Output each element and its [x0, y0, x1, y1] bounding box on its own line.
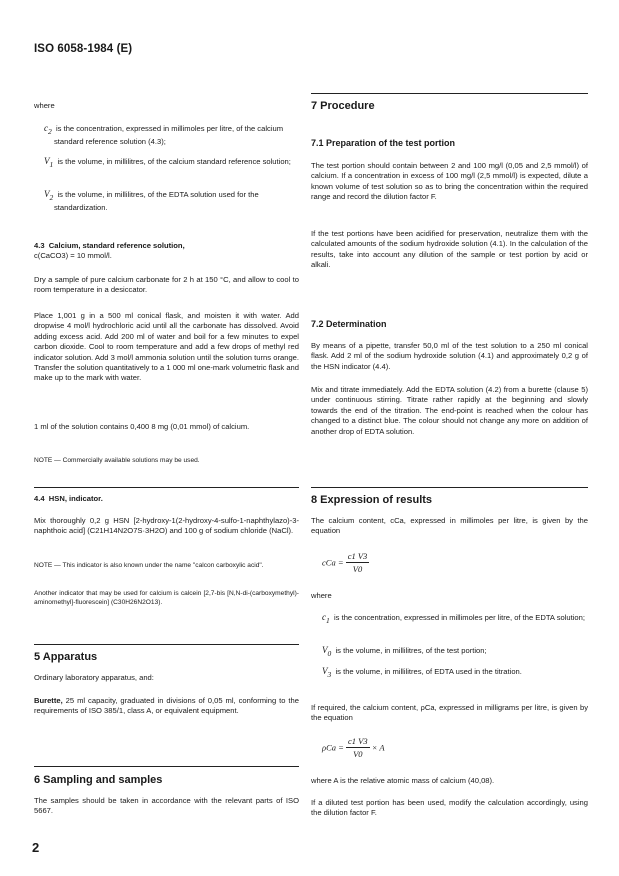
section-8-paragraph-3: where A is the relative atomic mass of calcium (40,08). [311, 776, 495, 785]
equation-calcium-mg: ρCa = $\frac{c1 V3}{V0}$ × A [322, 736, 385, 759]
definition-v3: $V_3$ is the volume, in millilitres, of EDTA used in the titration. [322, 666, 522, 679]
section-7-1-heading: 7.1 Preparation of the test portion [311, 138, 456, 148]
section-6-paragraph: The samples should be taken in accordance with the relevant parts of ISO 5667. [34, 796, 299, 816]
section-4-3-paragraph-3: 1 ml of the solution contains 0,400 8 mg (0,01 mmol) of calcium. [34, 422, 250, 431]
definition-c2: $c_2$ is the concentration, expressed in millimoles per litre, of the calcium standard reference solution (4.3); [44, 123, 284, 147]
symbol-c2: $c_2$ [44, 123, 52, 136]
section-8-paragraph-2: If required, the calcium content, ρCa, expressed in milligrams per litre, is given by the equation [311, 703, 588, 723]
section-4-3-paragraph-1: Dry a sample of pure calcium carbonate for 2 h at 150 °C, and allow to cool to room temperature in a desiccator. [34, 275, 299, 295]
section-5-paragraph: Ordinary laboratory apparatus, and: [34, 673, 154, 682]
where-label: where [311, 591, 332, 600]
section-4-3-heading: 4.3 Calcium, standard reference solution, c(CaCO3) = 10 mmol/l. [34, 241, 299, 262]
document-header: ISO 6058-1984 (E) [34, 43, 133, 55]
divider-line [34, 644, 299, 645]
section-6-heading: 6 Sampling and samples [34, 774, 163, 786]
section-7-2-heading: 7.2 Determination [311, 319, 387, 329]
divider-line [34, 487, 299, 488]
section-4-4-paragraph-1: Mix thoroughly 0,2 g HSN [2-hydroxy-1(2-hydroxy-4-sulfo-1-naphthylazo)-3-naphthoic acid] (C21H14N2O7S·3H2O) and 100 g of sodium chloride (NaCl). [34, 516, 299, 536]
divider-line [311, 487, 588, 488]
definition-v1: $V_1$ is the volume, in millilitres, of the calcium standard reference solution; [44, 156, 291, 169]
section-4-3-note: NOTE — Commercially available solutions may be used. [34, 457, 200, 464]
definition-c1: $c_1$ is the concentration, expressed in millimoles per litre, of the EDTA solution; [322, 612, 585, 625]
where-label: where [34, 101, 55, 110]
section-4-4-note: NOTE — This indicator is also known under the name "calcon carboxylic acid". [34, 562, 264, 569]
section-7-2-paragraph-1: By means of a pipette, transfer 50,0 ml of the test solution to a 250 ml conical flask. Add 2 ml of the sodium hydroxide solution (4.1) and approximately 0,2 g of the HSN indicator (4.4). [311, 341, 588, 371]
section-4-4-heading: 4.4 HSN, indicator. [34, 494, 103, 503]
section-8-heading: 8 Expression of results [311, 494, 433, 506]
section-5-burette: Burette, 25 ml capacity, graduated in divisions of 0,05 ml, conforming to the requirements of ISO 385/1, class A, or equivalent equipment. [34, 696, 299, 716]
section-7-2-paragraph-2: Mix and titrate immediately. Add the EDTA solution (4.2) from a burette (clause 5) under continuous stirring. Titrate rather rapidly at the beginning and slowly towards the end of the titration. The end-point is reached when the colour has changed to a distinct blue. The colour should not change any more on addition of another drop of EDTA solution. [311, 385, 588, 436]
section-7-1-paragraph-1: The test portion should contain between 2 and 100 mg/l (0,05 and 2,5 mmol/l) of calcium. If a concentration in excess of 100 mg/l (2,5 mmol/l) is expected, dilute a known volume of test solution so as to bring the concentration within the required range and record the dilution factor F. [311, 161, 588, 202]
section-4-3-paragraph-2: Place 1,001 g in a 500 ml conical flask, and moisten it with water. Add dropwise 4 mol/l hydrochloric acid until all the carbonate has dissolved. Avoid adding excess acid. Add 200 ml of water and boil for a few minutes to expel carbon dioxide. Cool to room temperature and add a few drops of methyl red indicator solution. Add 3 mol/l ammonia solution until the solution turns orange. Transfer the solution quantitatively to a 1 000 ml one-mark volumetric flask and make up to the mark with water. [34, 311, 299, 383]
section-5-heading: 5 Apparatus [34, 651, 98, 663]
page-number: 2 [32, 840, 40, 855]
equation-calcium-mmol: cCa = $\frac{c1 V3}{V0}$ [322, 551, 368, 574]
section-4-3-concentration: c(CaCO3) = 10 mmol/l. [34, 251, 112, 261]
section-4-4-paragraph-2: Another indicator that may be used for calcium is calcein [2,7-bis [N,N-di-(carboxymethyl)-aminomethyl]-fluorescein] (C30H26N2O13). [34, 590, 299, 606]
section-7-1-paragraph-2: If the test portions have been acidified for preservation, neutralize them with the calculated amounts of the sodium hydroxide solution (4.1). In the calculation of the results, take into account any dilution of the sample or test portion by acid or alkali. [311, 229, 588, 270]
section-8-paragraph-4: If a diluted test portion has been used, modify the calculation accordingly, using the dilution factor F. [311, 798, 588, 818]
divider-line [34, 766, 299, 767]
divider-line [311, 93, 588, 94]
definition-v0: $V_0$ is the volume, in millilitres, of the test portion; [322, 645, 487, 658]
section-8-paragraph-1: The calcium content, cCa, expressed in millimoles per litre, is given by the equation [311, 516, 588, 536]
section-7-heading: 7 Procedure [311, 100, 375, 112]
definition-v2: $V_2$ is the volume, in millilitres, of the EDTA solution used for the standardization. [44, 189, 259, 213]
